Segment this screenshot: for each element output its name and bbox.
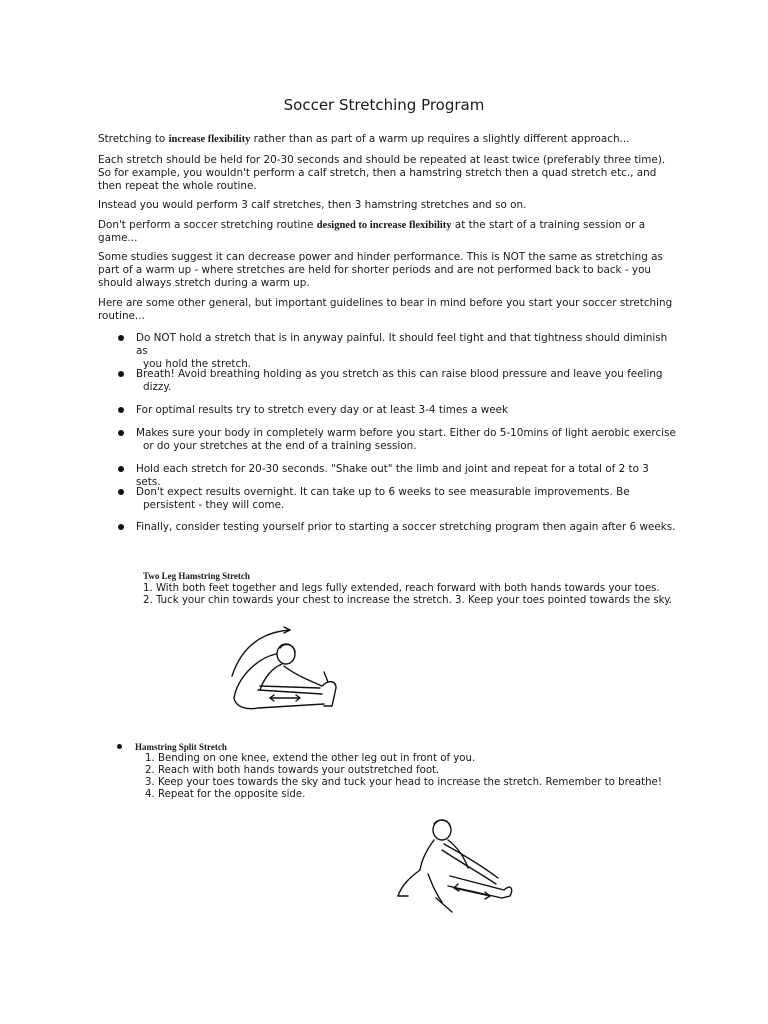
intro-paragraph-6: Here are some other general, but important guidelines to bear in mind before you start your soccer stretching routine... [98,297,673,322]
intro-paragraph-5: Some studies suggest it can decrease power and hinder performance. This is NOT the same as stretching as part of a warm up - where stretches are held for shorter periods and are not performed back to back - you should always stretch during a warm up. [98,251,663,289]
intro-p4-text: Don't perform a soccer stretching routine [98,219,317,231]
bullet-icon [118,524,124,530]
bullet-icon [118,466,124,472]
hamstring-split-stretch-illustration [392,814,516,916]
intro-p4-text-end: at the start of a training session or a game... [98,219,646,244]
list-item-text: Hold each stretch for 20-30 seconds. "Shake out" the limb and joint and repeat for a total of 2 to 3 sets. [136,463,649,488]
exercise-2-step: 4. Repeat for the opposite side. [145,789,306,800]
bullet-icon [118,430,124,436]
exercise-2-step: 2. Reach with both hands towards your outstretched foot. [145,765,440,776]
intro-p1-text-end: rather than as part of a warm up requires a slightly different approach... [250,133,630,145]
list-item-text: For optimal results try to stretch every day or at least 3-4 times a week [136,404,508,416]
bullet-icon [118,489,124,495]
list-item-text-cont: or do your stretches at the end of a training session. [143,440,417,452]
list-item-text: Finally, consider testing yourself prior to starting a soccer stretching program then again after 6 weeks. [136,521,676,533]
intro-paragraph-3: Instead you would perform 3 calf stretches, then 3 hamstring stretches and so on. [98,199,527,211]
intro-paragraph-4 [98,219,674,245]
list-item-text-cont: dizzy. [143,381,172,393]
intro-p1-text: Stretching to [98,133,169,145]
intro-p4-bold: designed to increase flexibility [316,220,452,231]
exercise-2-step: 3. Keep your toes towards the sky and tuck your head to increase the stretch. Remember to breathe! [145,777,662,788]
list-item-text: Do NOT hold a stretch that is in anyway painful. It should feel tight and that tightness should diminish as [136,332,668,357]
bullet-icon [117,744,122,749]
bullet-icon [118,407,124,413]
list-item-text: Don't expect results overnight. It can take up to 6 weeks to see measurable improvements. Be [136,486,630,498]
exercise-2-step: 1. Bending on one knee, extend the other leg out in front of you. [145,753,476,764]
bullet-icon [118,335,124,341]
list-item-text-cont: persistent - they will come. [143,499,285,511]
list-item-text: Breath! Avoid breathing holding as you stretch as this can raise blood pressure and leave you feeling [136,368,663,380]
exercise-1-step-line-1: 1. With both feet together and legs fully extended, reach forward with both hands towards your toes. [143,583,660,594]
exercise-1-title: Two Leg Hamstring Stretch [143,571,250,581]
exercise-2-title: Hamstring Split Stretch [135,742,227,752]
intro-paragraph-1 [98,133,674,146]
intro-paragraph-2: Each stretch should be held for 20-30 seconds and should be repeated at least twice (preferably three time). So for example, you wouldn't perform a calf stretch, then a hamstring stretch then a quad stretch etc., and then repeat the whole routine. [98,154,666,192]
list-item-text: Makes sure your body in completely warm before you start. Either do 5-10mins of light aerobic exercise [136,427,676,439]
list-item-text-cont: you hold the stretch. [143,358,252,370]
two-leg-hamstring-stretch-illustration [224,624,344,714]
bullet-icon [118,371,124,377]
exercise-1-step-line-2: 2. Tuck your chin towards your chest to increase the stretch. 3. Keep your toes pointed towards the sky. [143,595,673,606]
intro-p1-bold: increase flexibility [168,134,251,145]
page-title: Soccer Stretching Program [283,96,485,114]
